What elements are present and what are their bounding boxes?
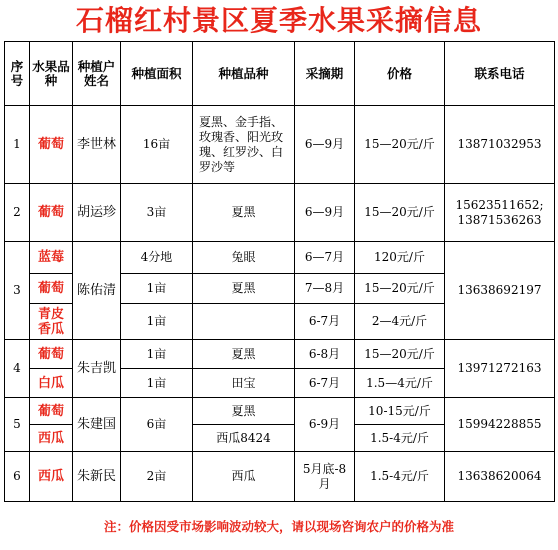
fruit-info-table: [4, 41, 555, 502]
price-note: 注：价格因受市场影响波动较大，请以现场咨询农户的价格为准: [103, 519, 454, 534]
cell-price: 10-15元/斤: [355, 398, 445, 425]
cell-no: 6: [5, 452, 30, 502]
cell-price: 15—20元/斤: [355, 184, 445, 242]
cell-no: 2: [5, 184, 30, 242]
cell-area: 4分地: [121, 242, 193, 274]
cell-area: 1亩: [121, 274, 193, 304]
cell-variety: 夏黑: [193, 340, 295, 369]
cell-variety: 夏黑: [193, 184, 295, 242]
table-row: [5, 242, 555, 274]
cell-owner: 胡运珍: [73, 184, 121, 242]
cell-variety: 田宝: [193, 369, 295, 398]
cell-phone: 13638620064: [445, 452, 555, 502]
header-owner: 种植户姓名: [73, 42, 121, 106]
phone-line-2: 13871536263: [457, 212, 542, 227]
cell-price: 2—4元/斤: [355, 304, 445, 340]
header-row: [5, 42, 555, 106]
cell-phone: 13971272163: [445, 340, 555, 398]
cell-area: 3亩: [121, 184, 193, 242]
cell-no: 1: [5, 106, 30, 184]
cell-no: 3: [5, 242, 30, 340]
cell-variety: 西瓜8424: [193, 425, 295, 452]
cell-fruit: 青皮香瓜: [30, 304, 73, 340]
cell-phone: [445, 184, 555, 242]
cell-variety: 西瓜: [193, 452, 295, 502]
header-phone: 联系电话: [445, 42, 555, 106]
cell-owner: 李世林: [73, 106, 121, 184]
phone-line-1: 15623511652;: [455, 197, 544, 212]
cell-fruit: 葡萄: [30, 398, 73, 425]
cell-phone: 13871032953: [445, 106, 555, 184]
cell-price: 15—20元/斤: [355, 106, 445, 184]
cell-fruit: 西瓜: [30, 452, 73, 502]
cell-fruit: 葡萄: [30, 184, 73, 242]
cell-variety: 兔眼: [193, 242, 295, 274]
cell-owner: 朱吉凯: [73, 340, 121, 398]
cell-price: 1.5—4元/斤: [355, 369, 445, 398]
cell-price: 120元/斤: [355, 242, 445, 274]
table-row: [5, 184, 555, 242]
cell-area: 1亩: [121, 340, 193, 369]
cell-variety: 夏黑: [193, 274, 295, 304]
cell-period: 7—8月: [295, 274, 355, 304]
page-title: 石榴红村景区夏季水果采摘信息: [75, 4, 482, 37]
cell-period: 6-7月: [295, 304, 355, 340]
cell-phone: 13638692197: [445, 242, 555, 340]
cell-price: 15—20元/斤: [355, 274, 445, 304]
cell-period: 6—9月: [295, 184, 355, 242]
cell-no: 5: [5, 398, 30, 452]
table-row: [5, 340, 555, 369]
cell-fruit: 葡萄: [30, 340, 73, 369]
cell-area: 6亩: [121, 398, 193, 452]
cell-fruit: 葡萄: [30, 274, 73, 304]
cell-period: 6-8月: [295, 340, 355, 369]
cell-variety: 夏黑: [193, 398, 295, 425]
cell-price: 1.5-4元/斤: [355, 452, 445, 502]
cell-area: 16亩: [121, 106, 193, 184]
header-price: 价格: [355, 42, 445, 106]
header-no: 序号: [5, 42, 30, 106]
cell-variety: 夏黑、金手指、玫瑰香、阳光玫瑰、红罗沙、白罗沙等: [193, 106, 295, 184]
cell-fruit: 西瓜: [30, 425, 73, 452]
header-fruit: 水果品种: [30, 42, 73, 106]
cell-area: 1亩: [121, 369, 193, 398]
cell-period: 5月底-8月: [295, 452, 355, 502]
cell-fruit: 白瓜: [30, 369, 73, 398]
cell-price: 1.5-4元/斤: [355, 425, 445, 452]
cell-period: 6-7月: [295, 369, 355, 398]
cell-area: 1亩: [121, 304, 193, 340]
cell-no: 4: [5, 340, 30, 398]
cell-period: 6-9月: [295, 398, 355, 452]
cell-area: 2亩: [121, 452, 193, 502]
cell-period: 6—7月: [295, 242, 355, 274]
header-area: 种植面积: [121, 42, 193, 106]
table-row: [5, 452, 555, 502]
cell-owner: 陈佑清: [73, 242, 121, 340]
cell-owner: 朱新民: [73, 452, 121, 502]
table-row: [5, 398, 555, 425]
cell-owner: 朱建国: [73, 398, 121, 452]
cell-fruit: 蓝莓: [30, 242, 73, 274]
header-period: 采摘期: [295, 42, 355, 106]
header-variety: 种植品种: [193, 42, 295, 106]
cell-phone: 15994228855: [445, 398, 555, 452]
cell-price: 15—20元/斤: [355, 340, 445, 369]
table-row: [5, 106, 555, 184]
cell-variety: [193, 304, 295, 340]
cell-period: 6—9月: [295, 106, 355, 184]
cell-fruit: 葡萄: [30, 106, 73, 184]
